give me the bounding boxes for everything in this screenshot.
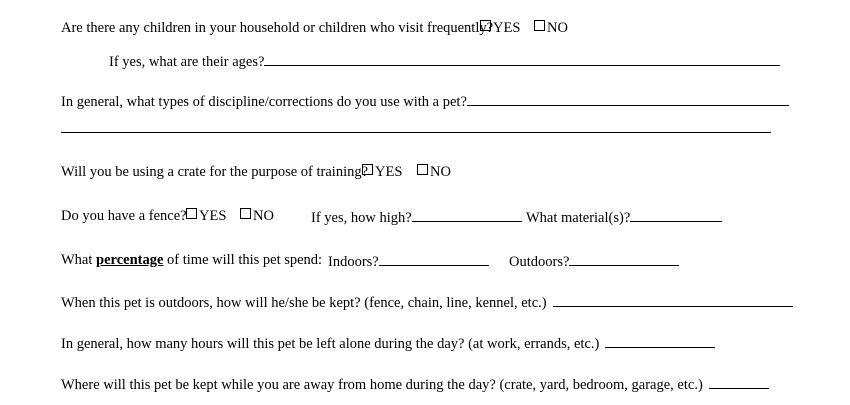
fence-height-blank[interactable]	[412, 207, 522, 222]
away-keeping-question	[61, 374, 769, 394]
indoors-field	[328, 251, 489, 271]
checkbox-icon[interactable]	[480, 20, 491, 31]
time-split-question	[61, 251, 322, 269]
time-split-label-after: of time will this pet spend:	[163, 252, 323, 268]
fence-material-field	[526, 207, 722, 227]
hours-alone-label: In general, how many hours will this pet be left alone during the day? (at work, errands, etc.)	[61, 336, 600, 352]
crate-no-option[interactable]	[417, 163, 451, 181]
children-yes-option[interactable]	[480, 19, 520, 37]
no-label: NO	[430, 164, 451, 180]
time-split-emphasis: percentage	[96, 252, 164, 268]
yes-label: YES	[199, 208, 227, 224]
discipline-blank-line-2[interactable]	[61, 132, 771, 133]
fence-height-field	[311, 207, 522, 227]
indoors-label: Indoors?	[328, 254, 379, 270]
fence-height-label: If yes, how high?	[311, 210, 412, 226]
crate-question	[61, 163, 368, 181]
children-question	[61, 19, 493, 37]
checkbox-icon[interactable]	[186, 208, 197, 219]
outdoors-label: Outdoors?	[509, 254, 570, 270]
children-ages-question	[109, 51, 780, 71]
fence-material-blank[interactable]	[630, 207, 722, 222]
checkbox-icon[interactable]	[534, 20, 545, 31]
fence-no-option[interactable]	[240, 207, 274, 225]
crate-question-label: Will you be using a crate for the purpose of training?	[61, 164, 369, 180]
away-keeping-blank[interactable]	[709, 374, 769, 389]
yes-label: YES	[375, 164, 403, 180]
away-keeping-label: Where will this pet be kept while you are away from home during the day? (crate, yard, bedroom, garage, etc.)	[61, 377, 703, 393]
crate-yes-option[interactable]	[362, 163, 402, 181]
outdoor-keeping-question	[61, 292, 793, 312]
outdoor-keeping-blank[interactable]	[553, 292, 793, 307]
outdoors-blank[interactable]	[569, 251, 679, 266]
hours-alone-blank[interactable]	[605, 333, 715, 348]
yes-label: YES	[493, 20, 521, 36]
no-label: NO	[547, 20, 568, 36]
children-ages-blank[interactable]	[264, 51, 780, 66]
children-ages-label: If yes, what are their ages?	[109, 54, 265, 70]
time-split-label-before: What	[61, 252, 97, 268]
hours-alone-question	[61, 333, 715, 353]
outdoor-keeping-label: When this pet is outdoors, how will he/she be kept? (fence, chain, line, kennel, etc.)	[61, 295, 547, 311]
children-no-option[interactable]	[534, 19, 568, 37]
children-question-label: Are there any children in your household or children who visit frequently?	[61, 20, 494, 36]
fence-question-label: Do you have a fence?	[61, 208, 187, 224]
outdoors-field	[509, 251, 679, 271]
discipline-blank[interactable]	[467, 91, 789, 106]
fence-question	[61, 207, 187, 225]
checkbox-icon[interactable]	[240, 208, 251, 219]
no-label: NO	[253, 208, 274, 224]
discipline-label: In general, what types of discipline/corrections do you use with a pet?	[61, 94, 467, 110]
indoors-blank[interactable]	[379, 251, 489, 266]
fence-yes-option[interactable]	[186, 207, 226, 225]
checkbox-icon[interactable]	[417, 164, 428, 175]
discipline-question	[61, 91, 789, 111]
fence-material-label: What material(s)?	[526, 210, 631, 226]
checkbox-icon[interactable]	[362, 164, 373, 175]
